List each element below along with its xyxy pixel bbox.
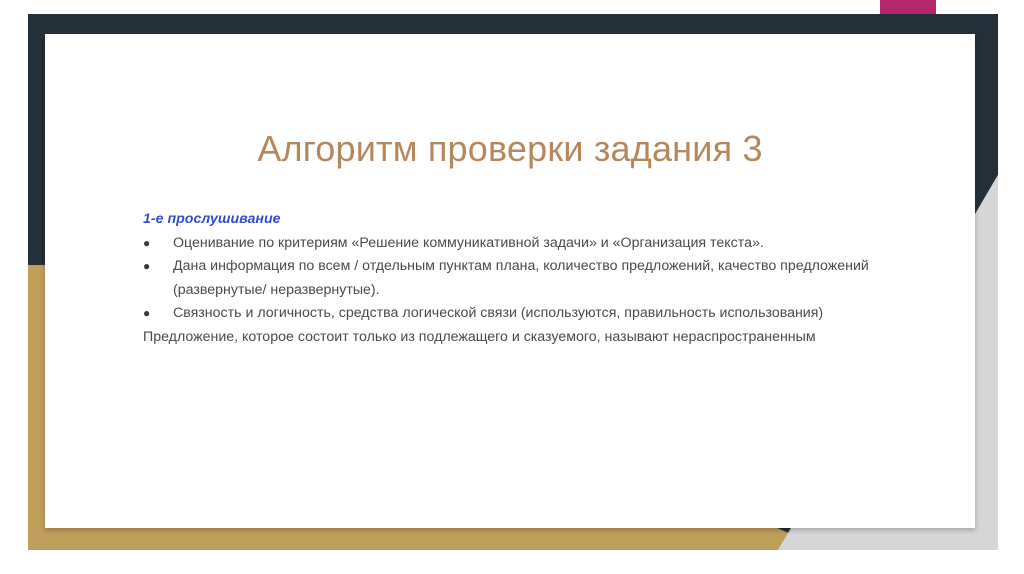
bullet-icon: ● (143, 306, 151, 320)
slide-content (143, 208, 883, 349)
bullet-icon: ● (143, 235, 151, 250)
bullet-icon: ● (143, 259, 151, 273)
bullet-text: Связность и логичность, средства логической связи (используются, правильность использования) (173, 305, 824, 321)
bullet-list (143, 232, 883, 326)
bullet-item (143, 302, 883, 326)
bullet-item (143, 232, 883, 256)
bullet-text: Дана информация по всем / отдельным пунктам плана, количество предложений, качество предложений (развернутые/ неразвернутые). (173, 258, 869, 298)
slide-title: Алгоритм проверки задания 3 (257, 128, 763, 169)
slide-card (45, 34, 975, 528)
bullet-text: Оценивание по критериям «Решение коммуникативной задачи» и «Организация текста». (173, 234, 764, 251)
accent-tab (880, 0, 936, 14)
definition-paragraph: Предложение, которое состоит только из подлежащего и сказуемого, называют нераспространенным (143, 328, 816, 345)
subheading: 1-е прослушивание (143, 211, 281, 227)
bullet-item (143, 255, 883, 302)
